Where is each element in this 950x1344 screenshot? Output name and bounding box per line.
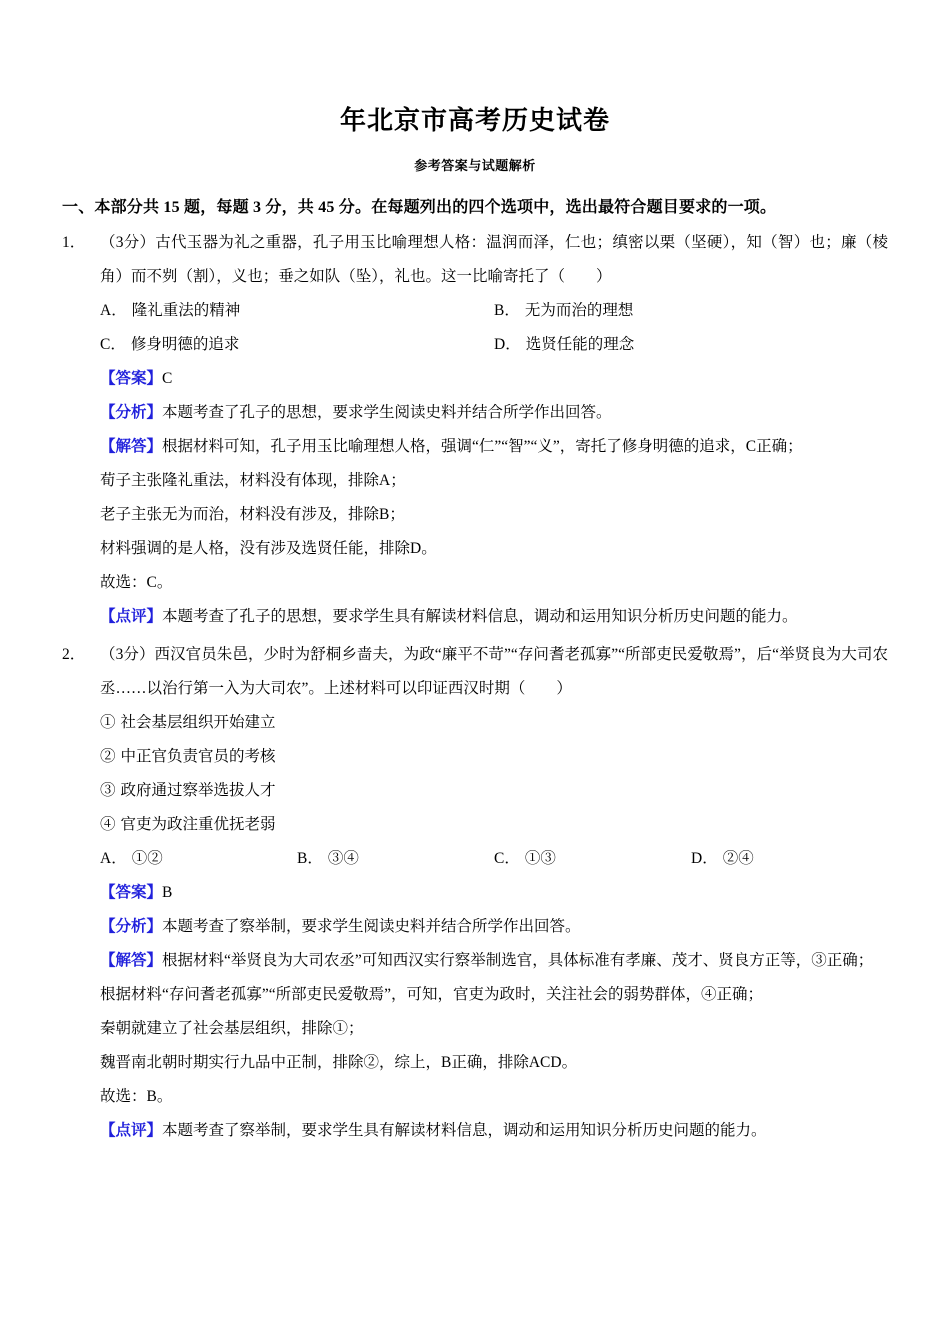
choice-option-c[interactable] [494, 842, 691, 876]
choice-label: B． [494, 301, 520, 319]
solution-conclusion: 故选：B。 [100, 1087, 173, 1105]
question-block [62, 638, 888, 1148]
choice-text: 无为而治的理想 [524, 301, 634, 319]
solution-line: 魏晋南北朝时期实行九品中正制，排除②，综上，B正确，排除ACD。 [100, 1053, 578, 1071]
comment-text: 本题考查了察举制，要求学生具有解读材料信息，调动和运用知识分析历史问题的能力。 [162, 1121, 767, 1139]
sub-item-text: 官吏为政注重优抚老弱 [120, 815, 276, 833]
choice-row [100, 328, 888, 362]
analysis-tag: 【分析】 [100, 917, 163, 935]
question-block [62, 226, 888, 634]
sub-item-mark: ③ [100, 781, 116, 799]
choice-option-b[interactable] [297, 842, 494, 876]
sub-item [100, 774, 888, 808]
comment-tag: 【点评】 [100, 1121, 163, 1139]
solution-text: 根据材料可知，孔子用玉比喻理想人格，强调“仁”“智”“义”，寄托了修身明德的追求，C正确； [162, 437, 803, 455]
choice-option-b[interactable] [494, 294, 888, 328]
analysis-text: 本题考查了孔子的思想，要求学生阅读史料并结合所学作出回答。 [162, 403, 612, 421]
solution-block [62, 430, 888, 464]
sub-item-mark: ② [100, 747, 116, 765]
solution-block [62, 944, 888, 978]
choice-label: A． [100, 849, 127, 867]
sub-item [100, 808, 888, 842]
answer-tag: 【答案】 [100, 883, 163, 901]
sub-item-text: 社会基层组织开始建立 [120, 713, 276, 731]
choice-list [62, 294, 888, 362]
question-stem-text: （3分）古代玉器为礼之重器，孔子用玉比喻理想人格：温润而泽，仁也；缜密以栗（坚硬），知（智）也；廉（棱角）而不刿（割），义也；垂之如队（坠），礼也。这一比喻寄托了（ ） [100, 233, 888, 285]
choice-option-a[interactable] [100, 294, 494, 328]
solution-tag: 【解答】 [100, 437, 163, 455]
choice-label: B． [297, 849, 323, 867]
sub-item [100, 706, 888, 740]
solution-conclusion: 故选：C。 [100, 573, 173, 591]
comment-block [62, 600, 888, 634]
choice-text: 隆礼重法的精神 [131, 301, 241, 319]
solution-tag: 【解答】 [100, 951, 163, 969]
choice-row [100, 294, 888, 328]
sub-item-list [62, 706, 888, 842]
choice-option-a[interactable] [100, 842, 297, 876]
sub-item-mark: ④ [100, 815, 116, 833]
choice-text: ①③ [524, 849, 556, 867]
choice-label: A． [100, 301, 127, 319]
question-stem [62, 226, 888, 294]
analysis-tag: 【分析】 [100, 403, 163, 421]
choice-list [62, 842, 888, 876]
choice-label: C． [100, 335, 126, 353]
question-stem [62, 638, 888, 706]
solution-line: 秦朝就建立了社会基层组织，排除①； [100, 1019, 364, 1037]
question-stem-text: （3分）西汉官员朱邑，少时为舒桐乡啬夫，为政“廉平不苛”“存问耆老孤寡”“所部吏民爱敬焉”，后“举贤良为大司农丞……以治行第一入为大司农”。上述材料可以印证西汉时期（ ） [100, 645, 888, 697]
choice-text: ①② [131, 849, 163, 867]
choice-option-d[interactable] [494, 328, 888, 362]
comment-text: 本题考查了孔子的思想，要求学生具有解读材料信息，调动和运用知识分析历史问题的能力。 [162, 607, 798, 625]
choice-row [100, 842, 888, 876]
choice-label: D． [691, 849, 718, 867]
comment-block [62, 1114, 888, 1148]
choice-text: 修身明德的追求 [130, 335, 240, 353]
question-number: 1． [62, 233, 86, 251]
answer-tag: 【答案】 [100, 369, 163, 387]
sub-item-text: 政府通过察举选拔人才 [120, 781, 276, 799]
choice-label: C． [494, 849, 520, 867]
solution-line: 荀子主张隆礼重法，材料没有体现，排除A； [100, 471, 406, 489]
solution-line: 材料强调的是人格，没有涉及选贤任能，排除D。 [100, 539, 437, 557]
choice-label: D． [494, 335, 521, 353]
choice-option-c[interactable] [100, 328, 494, 362]
choice-option-d[interactable] [691, 842, 888, 876]
solution-line: 根据材料“存问耆老孤寡”“所部吏民爱敬焉”，可知，官吏为政时，关注社会的弱势群体，④正确； [100, 985, 764, 1003]
analysis-block [62, 396, 888, 430]
question-number: 2． [62, 645, 86, 663]
comment-tag: 【点评】 [100, 607, 163, 625]
solution-line: 老子主张无为而治，材料没有涉及，排除B； [100, 505, 405, 523]
solution-text: 根据材料“举贤良为大司农丞”可知西汉实行察举制选官，具体标准有孝廉、茂才、贤良方正等，③正确； [162, 951, 874, 969]
answer-block [62, 362, 888, 396]
answer-value: C [162, 369, 173, 387]
section-heading: 一、本部分共 15 题，每题 3 分，共 45 分。在每题列出的四个选项中，选出最符合题目要求的一项。 [62, 198, 777, 216]
page-subtitle: 参考答案与试题解析 [414, 157, 536, 173]
choice-text: ③④ [327, 849, 359, 867]
analysis-block [62, 910, 888, 944]
top-spacer [62, 0, 888, 104]
answer-block [62, 876, 888, 910]
sub-item-text: 中正官负责官员的考核 [120, 747, 276, 765]
answer-value: B [162, 883, 173, 901]
choice-text: ②④ [722, 849, 754, 867]
sub-item [100, 740, 888, 774]
sub-item-mark: ① [100, 713, 116, 731]
choice-text: 选贤任能的理念 [525, 335, 635, 353]
page-title: 年北京市高考历史试卷 [339, 106, 610, 135]
analysis-text: 本题考查了察举制，要求学生阅读史料并结合所学作出回答。 [162, 917, 581, 935]
